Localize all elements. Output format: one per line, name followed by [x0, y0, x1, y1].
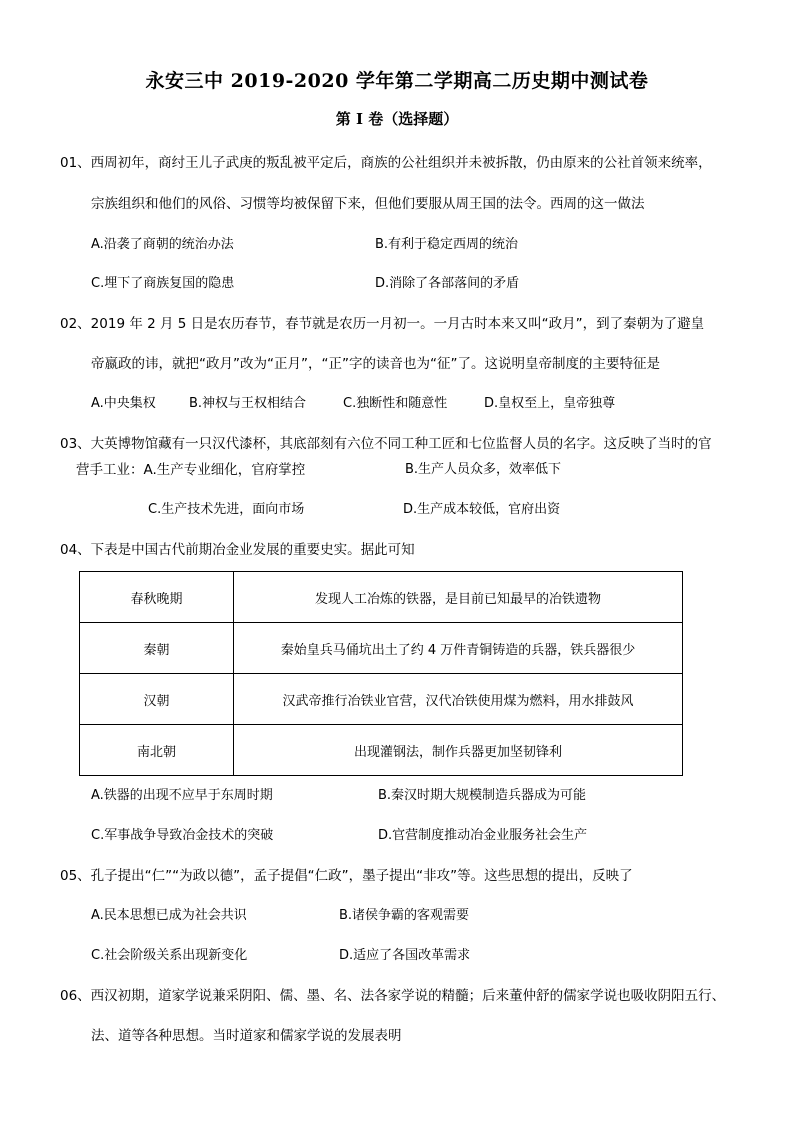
table-row [80, 623, 683, 674]
section-heading: 第 I 卷（选择题） [335, 110, 459, 128]
table-row [80, 674, 683, 725]
option-d: D.官营制度推动冶金业服务社会生产 [378, 828, 588, 843]
table-cell-fact: 秦始皇兵马俑坑出土了约 4 万件青铜铸造的兵器，铁兵器很少 [234, 623, 683, 674]
question-text-line: 03、大英博物馆藏有一只汉代漆杯，其底部刻有六位不同工种工匠和七位监督人员的名字。这反映了当时的官 [60, 436, 712, 452]
option-a: A.民本思想已成为社会共识 [91, 908, 247, 923]
table-cell-fact: 汉武帝推行冶铁业官营，汉代冶铁使用煤为燃料，用水排鼓风 [234, 674, 683, 725]
question-text-line: 宗族组织和他们的风俗、习惯等均被保留下来，但他们要服从周王国的法令。西周的这一做法 [91, 196, 645, 212]
option-b: B.有利于稳定西周的统治 [375, 237, 519, 252]
question-text-line: 04、下表是中国古代前期冶金业发展的重要史实。据此可知 [60, 542, 415, 558]
table-row [80, 572, 683, 623]
question-text-line: 帝嬴政的讳，就把“政月”改为“正月”，“正”字的读音也为“征”了。这说明皇帝制度的主要特征是 [91, 356, 660, 372]
option-a: A.沿袭了商朝的统治办法 [91, 237, 234, 252]
question-text-line: 06、西汉初期，道家学说兼采阴阳、儒、墨、名、法各家学说的精髓；后来董仲舒的儒家学说也吸收阴阳五行、 [60, 988, 726, 1004]
question-text-line: 01、西周初年，商纣王儿子武庚的叛乱被平定后，商族的公社组织并未被拆散，仍由原来的公社首领来统率， [60, 155, 712, 171]
table-cell-period: 春秋晚期 [80, 572, 234, 623]
table-cell-period: 秦朝 [80, 623, 234, 674]
option-a: A.铁器的出现不应早于东周时期 [91, 788, 273, 803]
option-d: D.消除了各部落间的矛盾 [375, 276, 520, 291]
option-a: A.中央集权 [91, 396, 156, 411]
history-table [79, 571, 683, 776]
table-cell-period: 汉朝 [80, 674, 234, 725]
question-text-line: 营手工业：A.生产专业细化，官府掌控 [76, 462, 306, 478]
option-d: D.生产成本较低，官府出资 [403, 502, 561, 517]
question-text-line: 05、孔子提出“仁”“为政以德”，孟子提倡“仁政”，墨子提出“非攻”等。这些思想的提出，反映了 [60, 868, 633, 884]
option-d: D.适应了各国改革需求 [339, 948, 471, 963]
table-cell-fact: 发现人工冶炼的铁器，是目前已知最早的冶铁遗物 [234, 572, 683, 623]
question-text-line: 法、道等各种思想。当时道家和儒家学说的发展表明 [91, 1028, 402, 1044]
option-c: C.军事战争导致冶金技术的突破 [91, 828, 274, 843]
option-b: B.诸侯争霸的客观需要 [339, 908, 470, 923]
option-c: C.社会阶级关系出现新变化 [91, 948, 248, 963]
exam-title: 永安三中 2019-2020 学年第二学期高二历史期中测试卷 [145, 70, 649, 92]
option-b: B.神权与王权相结合 [189, 396, 307, 411]
option-b: B.秦汉时期大规模制造兵器成为可能 [378, 788, 587, 803]
option-d: D.皇权至上，皇帝独尊 [484, 396, 616, 411]
option-b: B.生产人员众多，效率低下 [405, 462, 562, 477]
table-cell-fact: 出现灌钢法，制作兵器更加坚韧锋利 [234, 725, 683, 776]
option-c: C.独断性和随意性 [343, 396, 448, 411]
table-cell-period: 南北朝 [80, 725, 234, 776]
question-text-line: 02、2019 年 2 月 5 日是农历春节，春节就是农历一月初一。一月古时本来又叫“政月”，到了秦朝为了避皇 [60, 316, 705, 332]
option-c: C.生产技术先进，面向市场 [148, 502, 305, 517]
option-c: C.埋下了商族复国的隐患 [91, 276, 235, 291]
table-row [80, 725, 683, 776]
